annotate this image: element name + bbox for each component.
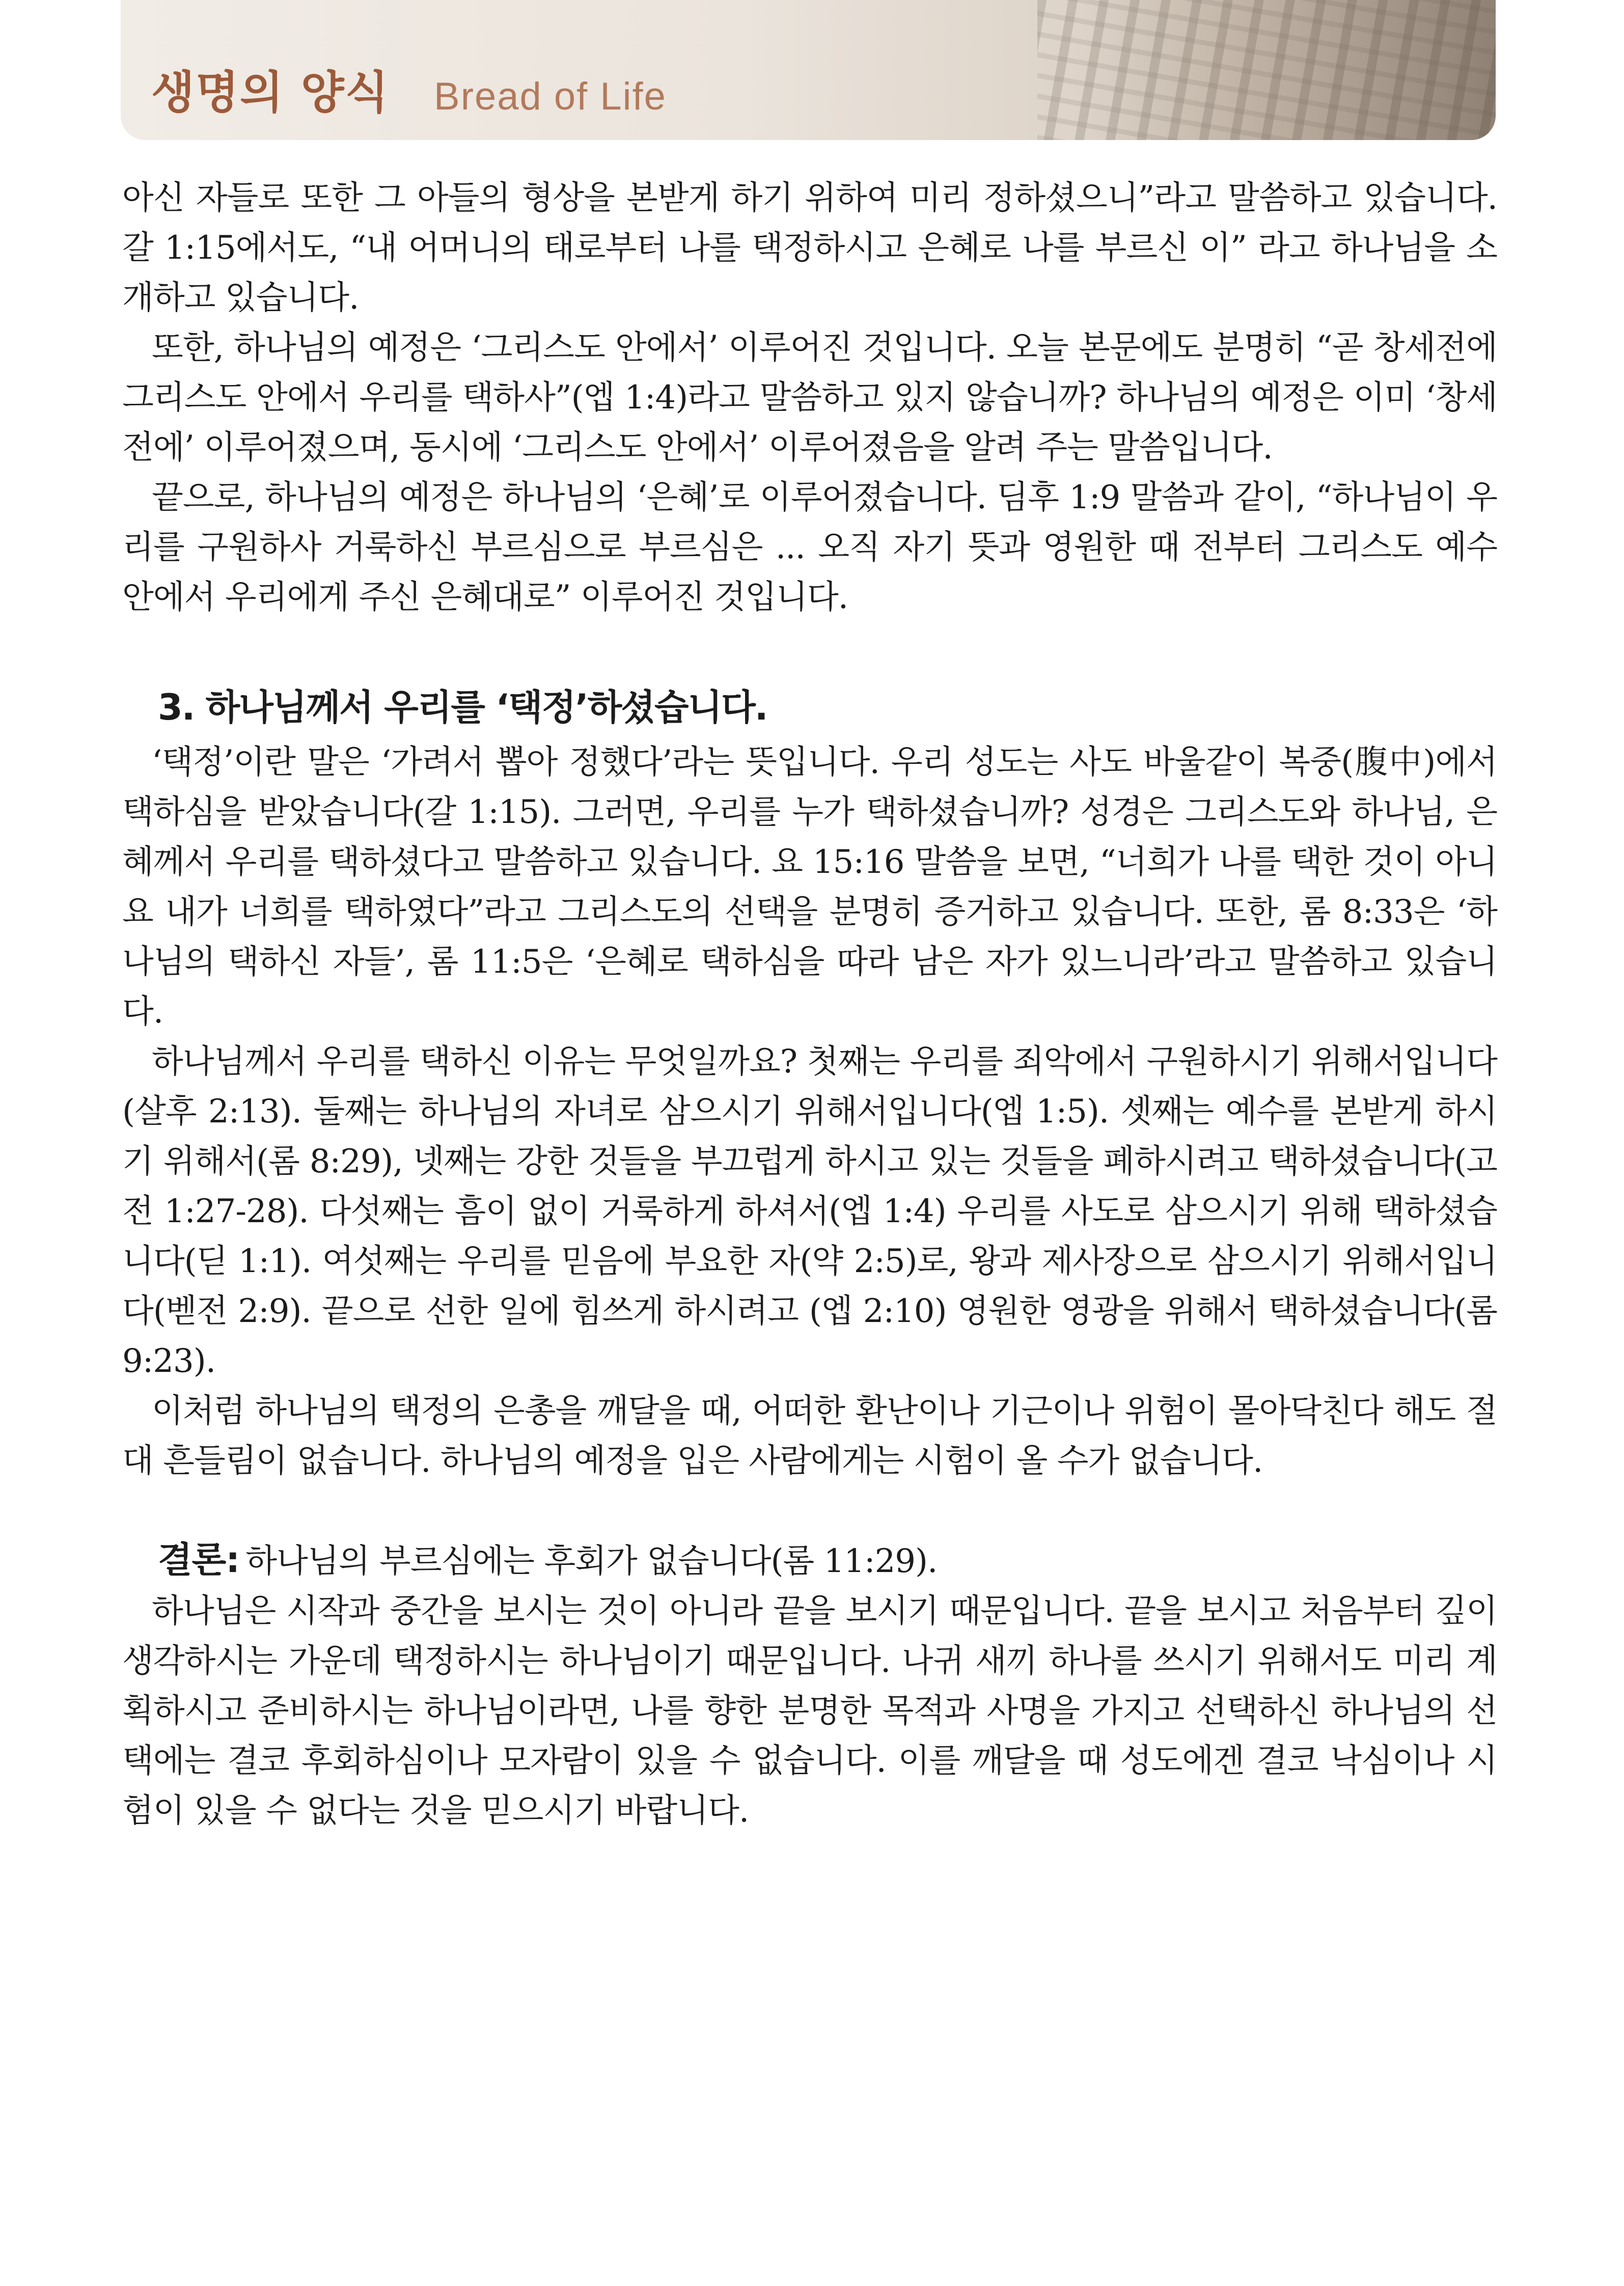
intro-paragraph-2: 또한, 하나님의 예정은 ‘그리스도 안에서’ 이루어진 것입니다. 오늘 본문에도 분명히 “곧 창세전에 그리스도 안에서 우리를 택하사”(엡 1:4)라고 말씀하고 있지 않습니까? 하나님의 예정은 이미 ‘창세전에’ 이루어졌으며, 동시에 ‘그리스도 안에서’ 이루어졌음을 알려 주는 말씀입니다. xyxy=(122,329,1497,466)
section-3-paragraph-3: 이처럼 하나님의 택정의 은총을 깨달을 때, 어떠한 환난이나 기근이나 위험이 몰아닥친다 해도 절대 흔들림이 없습니다. 하나님의 예정을 입은 사람에게는 시험이 올 수가 없습니다. xyxy=(122,1392,1497,1480)
conclusion-label: 결론: xyxy=(158,1539,240,1581)
section-3-paragraph-1: ‘택정’이란 말은 ‘가려서 뽑아 정했다’라는 뜻입니다. 우리 성도는 사도 바울같이 복중(腹中)에서 택하심을 받았습니다(갈 1:15). 그러면, 우리를 누가 택하셨습니까? 성경은 그리스도와 하나님, 은혜께서 우리를 택하셨다고 말씀하고 있습니다. 요 15:16 말씀을 보면, “너희가 나를 택한 것이 아니요 내가 너희를 택하였다”라고 그리스도의 선택을 분명히 증거하고 있습니다. 또한, 롬 8:33은 ‘하나님의 택하신 자들’, 롬 11:5은 ‘은혜로 택하심을 따라 남은 자가 있느니라’라고 말씀하고 있습니다. xyxy=(122,743,1497,1031)
page-title: 생명의 양식 xyxy=(151,66,390,119)
section-3-paragraph-2: 하나님께서 우리를 택하신 이유는 무엇일까요? 첫째는 우리를 죄악에서 구원하시기 위해서입니다(살후 2:13). 둘째는 하나님의 자녀로 삼으시기 위해서입니다(엡 1:5). 셋째는 예수를 본받게 하시기 위해서(롬 8:29), 넷째는 강한 것들을 부끄럽게 하시고 있는 것들을 폐하시려고 택하셨습니다(고전 1:27-28). 다섯째는 흠이 없이 거룩하게 하셔서(엡 1:4) 우리를 사도로 삼으시기 위해 택하셨습니다(딛 1:1). 여섯째는 우리를 믿음에 부요한 자(약 2:5)로, 왕과 제사장으로 삼으시기 위해서입니다(벧전 2:9). 끝으로 선한 일에 힘쓰게 하시려고 (엡 2:10) 영원한 영광을 위해서 택하셨습니다(롬 9:23). xyxy=(122,1043,1497,1380)
header-banner xyxy=(121,0,1496,140)
article-body xyxy=(122,173,1497,1836)
conclusion-heading xyxy=(122,1535,1497,1586)
conclusion-paragraph: 하나님은 시작과 중간을 보시는 것이 아니라 끝을 보시기 때문입니다. 끝을 보시고 처음부터 깊이 생각하시는 가운데 택정하시는 하나님이기 때문입니다. 나귀 새끼 하나를 쓰시기 위해서도 미리 계획하시고 준비하시는 하나님이라면, 나를 향한 분명한 목적과 사명을 가지고 선택하신 하나님의 선택에는 결코 후회하심이나 모자람이 있을 수 없습니다. 이를 깨달을 때 성도에겐 결코 낙심이나 시험이 있을 수 없다는 것을 믿으시기 바랍니다. xyxy=(122,1592,1497,1830)
conclusion-lead: 하나님의 부르심에는 후회가 없습니다(롬 11:29). xyxy=(245,1543,938,1580)
section-3-heading: 3. 하나님께서 우리를 ‘택정’하셨습니다. xyxy=(158,686,767,728)
header-background-photo xyxy=(1037,0,1496,140)
page-subtitle: Bread of Life xyxy=(434,75,667,118)
intro-paragraph-1: 아신 자들로 또한 그 아들의 형상을 본받게 하기 위하여 미리 정하셨으니”라고 말씀하고 있습니다. 갈 1:15에서도, “내 어머니의 태로부터 나를 택정하시고 은혜로 나를 부르신 이” 라고 하나님을 소개하고 있습니다. xyxy=(122,179,1497,317)
intro-paragraph-3: 끝으로, 하나님의 예정은 하나님의 ‘은혜’로 이루어졌습니다. 딤후 1:9 말씀과 같이, “하나님이 우리를 구원하사 거룩하신 부르심으로 부르심은 ... 오직 자기 뜻과 영원한 때 전부터 그리스도 예수 안에서 우리에게 주신 은혜대로” 이루어진 것입니다. xyxy=(122,479,1497,616)
